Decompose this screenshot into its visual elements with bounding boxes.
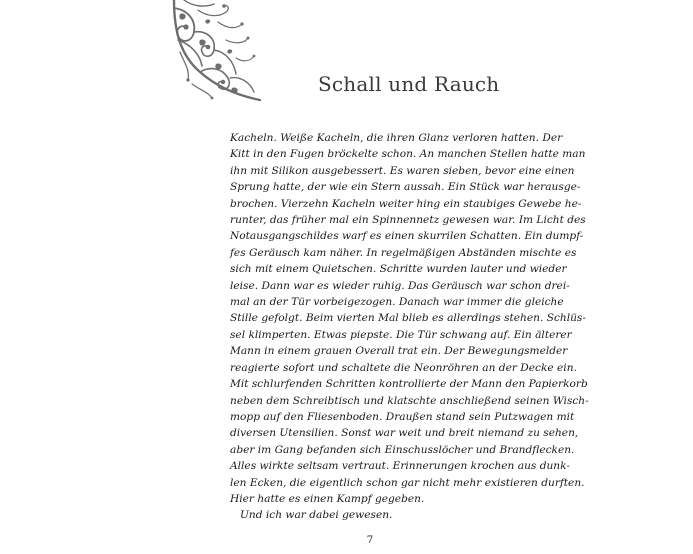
text-line: Sprung hatte, der wie ein Stern aussah. Ein Stück war herausge- xyxy=(230,181,581,194)
text-line: mopp auf den Fliesenboden. Draußen stand sein Putzwagen mit xyxy=(230,410,575,423)
text-line: Kitt in den Fugen bröckelte schon. An manchen Stellen hatte man xyxy=(230,148,586,161)
text-line: runter, das früher mal ein Spinnennetz gewesen war. Im Licht des xyxy=(230,214,586,227)
text-line: Notausgangschildes warf es einen skurrilen Schatten. Ein dumpf- xyxy=(230,230,584,243)
text-line: sel klimperten. Etwas piepste. Die Tür schwang auf. Ein älterer xyxy=(230,328,572,341)
text-line: Kacheln. Weiße Kacheln, die ihren Glanz verloren hatten. Der xyxy=(230,132,563,144)
chapter-title: Schall und Rauch xyxy=(318,72,500,96)
text-line: ihn mit Silikon ausgebessert. Es waren sieben, bevor eine einen xyxy=(230,164,575,177)
text-line: Mann in einem grauen Overall trat ein. Der Bewegungsmelder xyxy=(230,345,568,358)
chapter-body-text xyxy=(230,130,589,524)
text-line: fes Geräusch kam näher. In regelmäßigen Abständen mischte es xyxy=(230,246,577,259)
text-line: Mit schlurfenden Schritten kontrollierte der Mann den Papierkorb xyxy=(230,378,588,391)
text-line: brochen. Vierzehn Kacheln weiter hing ein staubiges Gewebe he- xyxy=(230,197,582,210)
text-line: len Ecken, die eigentlich schon gar nicht mehr existieren durften. xyxy=(230,476,585,489)
text-line: Alles wirkte seltsam vertraut. Erinnerungen krochen aus dunk- xyxy=(230,460,570,473)
final-line: Und ich war dabei gewesen. xyxy=(240,509,393,522)
text-line: Stille gefolgt. Beim vierten Mal blieb es allerdings stehen. Schlüs- xyxy=(230,312,586,325)
text-line: sich mit einem Quietschen. Schritte wurden lauter und wieder xyxy=(230,263,567,276)
text-line: leise. Dann war es wieder ruhig. Das Geräusch war schon drei- xyxy=(230,279,570,292)
text-line: mal an der Tür vorbeigezogen. Danach war immer die gleiche xyxy=(230,296,564,309)
text-line: reagierte sofort und schaltete die Neonröhren an der Decke ein. xyxy=(230,361,577,374)
text-line: diversen Utensilien. Sonst war weit und breit niemand zu sehen, xyxy=(230,427,579,440)
page-number: 7 xyxy=(366,534,374,546)
text-line: Hier hatte es einen Kampf gegeben. xyxy=(230,492,425,505)
text-line: neben dem Schreibtisch und klatschte anschließend seinen Wisch- xyxy=(230,394,589,407)
text-line: aber im Gang befanden sich Einschusslöcher und Brandflecken. xyxy=(230,443,575,456)
floral-corner-ornament-icon xyxy=(170,0,262,102)
